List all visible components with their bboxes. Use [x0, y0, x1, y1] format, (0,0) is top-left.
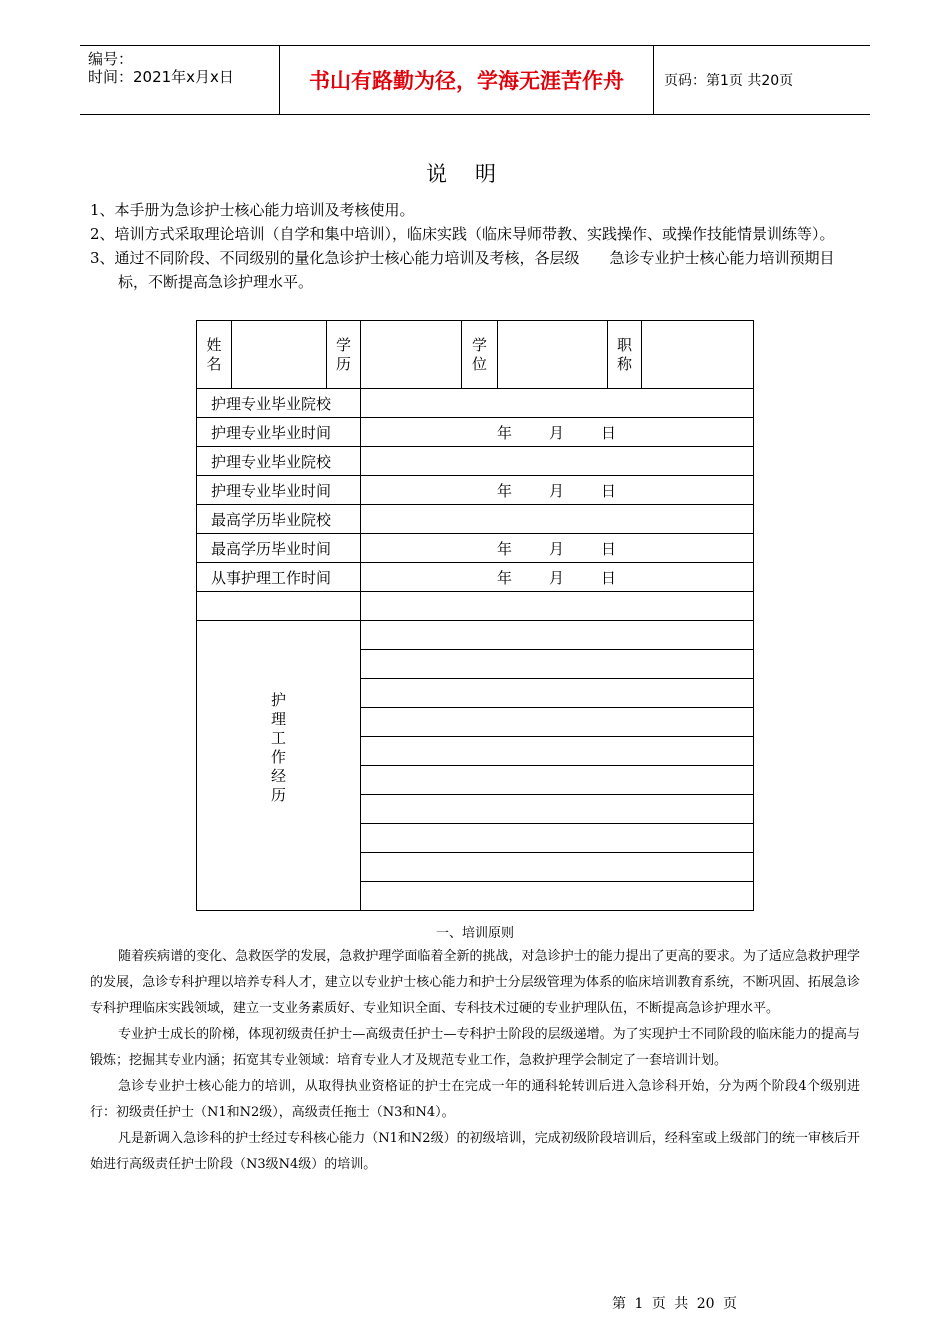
paragraph: 随着疾病谱的变化、急救医学的发展，急救护理学面临着全新的挑战，对急诊护士的能力提出了更高的要求。为了适应急救护理学的发展，急诊专科护理以培养专科人才，建立以专业护士核心能力和护士分层级管理为体系的临床培训教育系统，不断巩固、拓展急诊专科护理临床实践领域，建立一支业务素质好、专业知识全面、专科技术过硬的专业护理队伍，不断提高急诊护理水平。: [90, 949, 860, 1016]
date-field[interactable]: 年 月 日: [361, 534, 754, 563]
education-label: 学历: [327, 321, 361, 389]
page-footer: 第 1 页 共 20 页: [612, 1296, 737, 1312]
number-label: 编号：: [88, 50, 134, 68]
row-label: 护理专业毕业院校: [197, 447, 361, 476]
degree-label: 学位: [462, 321, 498, 389]
paragraph: 专业护士成长的阶梯，体现初级责任护士—高级责任护士—专科护士阶段的层级递增。为了实现护士不同阶段的临床能力的提高与锻炼；挖掘其专业内涵；拓宽其专业领域：培育专业人才及规范专业工作，急救护理学会制定了一套培训计划。: [90, 1027, 860, 1068]
section-body: [90, 944, 860, 1178]
header-motto: 书山有路勤为径，学海无涯苦作舟: [280, 46, 654, 114]
experience-line[interactable]: [361, 853, 754, 882]
row-label: 护理专业毕业时间: [197, 476, 361, 505]
name-label: 姓名: [197, 321, 232, 389]
time-label: 时间：2021年x月x日: [88, 68, 234, 86]
experience-line[interactable]: [361, 679, 754, 708]
blank-label: [197, 592, 361, 621]
date-field[interactable]: 年 月 日: [361, 418, 754, 447]
row-label: 最高学历毕业院校: [197, 505, 361, 534]
paragraph: 急诊专业护士核心能力的培训，从取得执业资格证的护士在完成一年的通科轮转训后进入急诊科开始，分为两个阶段4个级别进行：初级责任护士（N1和N2级），高级责任拖士（N3和N4）。: [90, 1079, 860, 1120]
title-label: 职称: [608, 321, 642, 389]
experience-line[interactable]: [361, 795, 754, 824]
row-value[interactable]: [361, 447, 754, 476]
experience-line[interactable]: [361, 882, 754, 911]
row-value[interactable]: [361, 592, 754, 621]
title-field[interactable]: [642, 321, 754, 389]
row-label: 从事护理工作时间: [197, 563, 361, 592]
experience-line[interactable]: [361, 708, 754, 737]
experience-line[interactable]: [361, 650, 754, 679]
header-meta: [80, 46, 280, 114]
education-field[interactable]: [361, 321, 462, 389]
header-page-info: 页码：第1页 共20页: [664, 73, 794, 89]
section-title: 一、培训原则: [435, 926, 514, 941]
personal-info-form: [196, 320, 754, 911]
row-value[interactable]: [361, 505, 754, 534]
name-field[interactable]: [232, 321, 327, 389]
row-label: 最高学历毕业时间: [197, 534, 361, 563]
row-value[interactable]: [361, 389, 754, 418]
experience-line[interactable]: [361, 824, 754, 853]
degree-field[interactable]: [498, 321, 608, 389]
row-label: 护理专业毕业时间: [197, 418, 361, 447]
intro-item: 1、本手册为急诊护士核心能力培训及考核使用。: [90, 201, 415, 219]
date-field[interactable]: 年 月 日: [361, 476, 754, 505]
experience-line[interactable]: [361, 621, 754, 650]
page-header: [80, 45, 870, 115]
row-label: 护理专业毕业院校: [197, 389, 361, 418]
page-title: 说明: [426, 162, 524, 186]
date-field[interactable]: 年 月 日: [361, 563, 754, 592]
paragraph: 凡是新调入急诊科的护士经过专科核心能力（N1和N2级）的初级培训，完成初级阶段培训后，经科室或上级部门的统一审核后开始进行高级责任护士阶段（N3级N4级）的培训。: [90, 1131, 860, 1172]
experience-line[interactable]: [361, 737, 754, 766]
intro-list: [90, 198, 860, 294]
intro-item: 2、培训方式采取理论培训（自学和集中培训），临床实践（临床导师带教、实践操作、或操作技能情景训练等）。: [90, 225, 835, 243]
experience-line[interactable]: [361, 766, 754, 795]
experience-label: 护理工作经历: [197, 621, 361, 911]
intro-item: 3、通过不同阶段、不同级别的量化急诊护士核心能力培训及考核，各层级 急诊专业护士核心能力培训预期目标，不断提高急诊护理水平。: [90, 249, 835, 291]
